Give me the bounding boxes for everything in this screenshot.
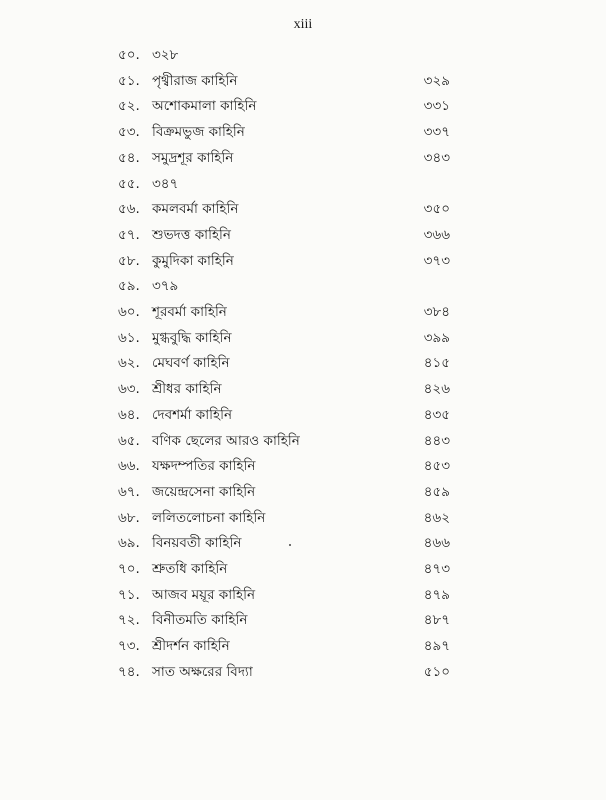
- entry-page: ৩৭৩: [423, 252, 450, 269]
- entry-title: ৩৪৭: [152, 175, 179, 192]
- entry-number: ৭৪.: [118, 663, 140, 680]
- entry-title: শ্রীদর্শন কাহিনি: [152, 638, 230, 655]
- entry-page: ৩৫০: [423, 201, 450, 218]
- entry-number: ৫২.: [118, 98, 140, 115]
- entry-number: ৬৪.: [118, 406, 140, 423]
- toc-entry: [0, 44, 606, 66]
- entry-page: ৩৩৭: [423, 124, 450, 141]
- entry-title: শ্রুতধি কাহিনি: [152, 561, 228, 577]
- toc-entry: [0, 404, 606, 426]
- toc-entry: [0, 635, 606, 657]
- toc-entry: [0, 609, 606, 631]
- entry-number: ৭২.: [118, 612, 140, 629]
- entry-page: ৪৬৬: [423, 535, 450, 552]
- entry-title: সাত অক্ষরের বিদ্যা: [152, 663, 253, 680]
- entry-number: ৬৩.: [118, 381, 140, 398]
- toc-entry: [0, 173, 606, 195]
- entry-page: ৪৫৩: [423, 458, 450, 475]
- entry-title: বণিক ছেলের আরও কাহিনি: [152, 432, 300, 449]
- entry-page: ৪৭৯: [423, 586, 450, 603]
- toc-entry: [0, 301, 606, 323]
- print-speck: [289, 544, 291, 546]
- toc-entry: [0, 532, 606, 554]
- page-number: xiii: [293, 17, 313, 32]
- entry-page: ৪২৬: [423, 381, 450, 398]
- entry-title: মেঘবর্ণ কাহিনি: [152, 355, 230, 372]
- entry-page: ৩২৯: [423, 72, 450, 89]
- entry-number: ৬৮.: [118, 509, 140, 526]
- entry-page: ৪৬২: [423, 509, 450, 526]
- entry-number: ৬২.: [118, 355, 140, 372]
- entry-title: যক্ষদম্পতির কাহিনি: [152, 458, 256, 475]
- toc-entry: [0, 198, 606, 220]
- entry-title: অশোকমালা কাহিনি: [152, 98, 257, 115]
- toc-entry: [0, 352, 606, 374]
- entry-page: ৩৮৪: [423, 304, 450, 320]
- toc-entry: [0, 584, 606, 606]
- entry-title: পৃথ্বীরাজ কাহিনি: [152, 72, 238, 89]
- toc-entry: [0, 224, 606, 246]
- entry-number: ৬৬.: [118, 458, 140, 475]
- entry-title: বিক্রমভুজ কাহিনি: [152, 124, 245, 141]
- toc-entry: [0, 121, 606, 143]
- entry-page: ৪৮৭: [423, 612, 450, 629]
- entry-number: ৫৬.: [118, 201, 140, 218]
- entry-title: কুমুদিকা কাহিনি: [152, 252, 234, 269]
- toc-entry: [0, 455, 606, 477]
- entry-number: ৫৫.: [118, 175, 140, 192]
- entry-title: জয়েন্দ্রসেনা কাহিনি: [152, 483, 256, 500]
- toc-entry: [0, 661, 606, 683]
- entry-page: ৪৯৭: [423, 638, 450, 655]
- entry-page: ৩৪৩: [423, 149, 450, 166]
- entry-page: ৫১০: [423, 663, 450, 680]
- entry-title: শূরবর্মা কাহিনি: [152, 304, 227, 320]
- entry-title: ললিতলোচনা কাহিনি: [152, 509, 266, 526]
- entry-number: ৫১.: [118, 72, 140, 89]
- toc-entry: [0, 250, 606, 272]
- entry-page: ৪৪৩: [423, 432, 450, 449]
- entry-page: ৪৫৯: [423, 483, 450, 500]
- entry-title: দেবশর্মা কাহিনি: [152, 406, 233, 423]
- entry-title: শ্রীধর কাহিনি: [152, 381, 222, 398]
- entry-title: কমলবর্মা কাহিনি: [152, 201, 239, 218]
- toc-entry: [0, 70, 606, 92]
- entry-number: ৫০.: [118, 47, 140, 63]
- toc-entry: [0, 275, 606, 297]
- entry-page: ৩৬৬: [423, 226, 450, 243]
- entry-number: ৬৯.: [118, 535, 140, 552]
- entry-number: ৫৩.: [118, 124, 140, 141]
- toc-entry: [0, 378, 606, 400]
- toc-entry: [0, 95, 606, 117]
- entry-title: ৩২৮: [152, 47, 179, 63]
- entry-title: বিনয়বতী কাহিনি: [152, 535, 242, 552]
- entry-number: ৫৪.: [118, 149, 140, 166]
- entry-page: ৪৭৩: [423, 561, 450, 577]
- entry-number: ৭১.: [118, 586, 140, 603]
- entry-number: ৭৩.: [118, 638, 140, 655]
- entry-number: ৭০.: [118, 561, 140, 577]
- entry-number: ৬৫.: [118, 432, 140, 449]
- entry-number: ৫৯.: [118, 278, 140, 295]
- entry-number: ৬৭.: [118, 483, 140, 500]
- entry-title: মুগ্ধবুদ্ধি কাহিনি: [152, 329, 232, 346]
- entry-page: ৪১৫: [423, 355, 450, 372]
- entry-title: শুভদত্ত কাহিনি: [152, 226, 231, 243]
- entry-title: বিনীতমতি কাহিনি: [152, 612, 248, 629]
- entry-number: ৬০.: [118, 304, 140, 320]
- entry-number: ৫৮.: [118, 252, 140, 269]
- toc-entry: [0, 327, 606, 349]
- toc-entry: [0, 507, 606, 529]
- toc-entry: [0, 481, 606, 503]
- toc-entry: [0, 147, 606, 169]
- entry-number: ৫৭.: [118, 226, 140, 243]
- entry-page: ৪৩৫: [423, 406, 450, 423]
- entry-title: ৩৭৯: [152, 278, 179, 295]
- entry-title: সমুদ্রশূর কাহিনি: [152, 149, 234, 166]
- entry-page: ৩৯৯: [423, 329, 450, 346]
- toc-entry: [0, 430, 606, 452]
- entry-number: ৬১.: [118, 329, 140, 346]
- entry-title: আজব ময়ূর কাহিনি: [152, 586, 256, 603]
- toc-entry: [0, 558, 606, 580]
- entry-page: ৩৩১: [423, 98, 450, 115]
